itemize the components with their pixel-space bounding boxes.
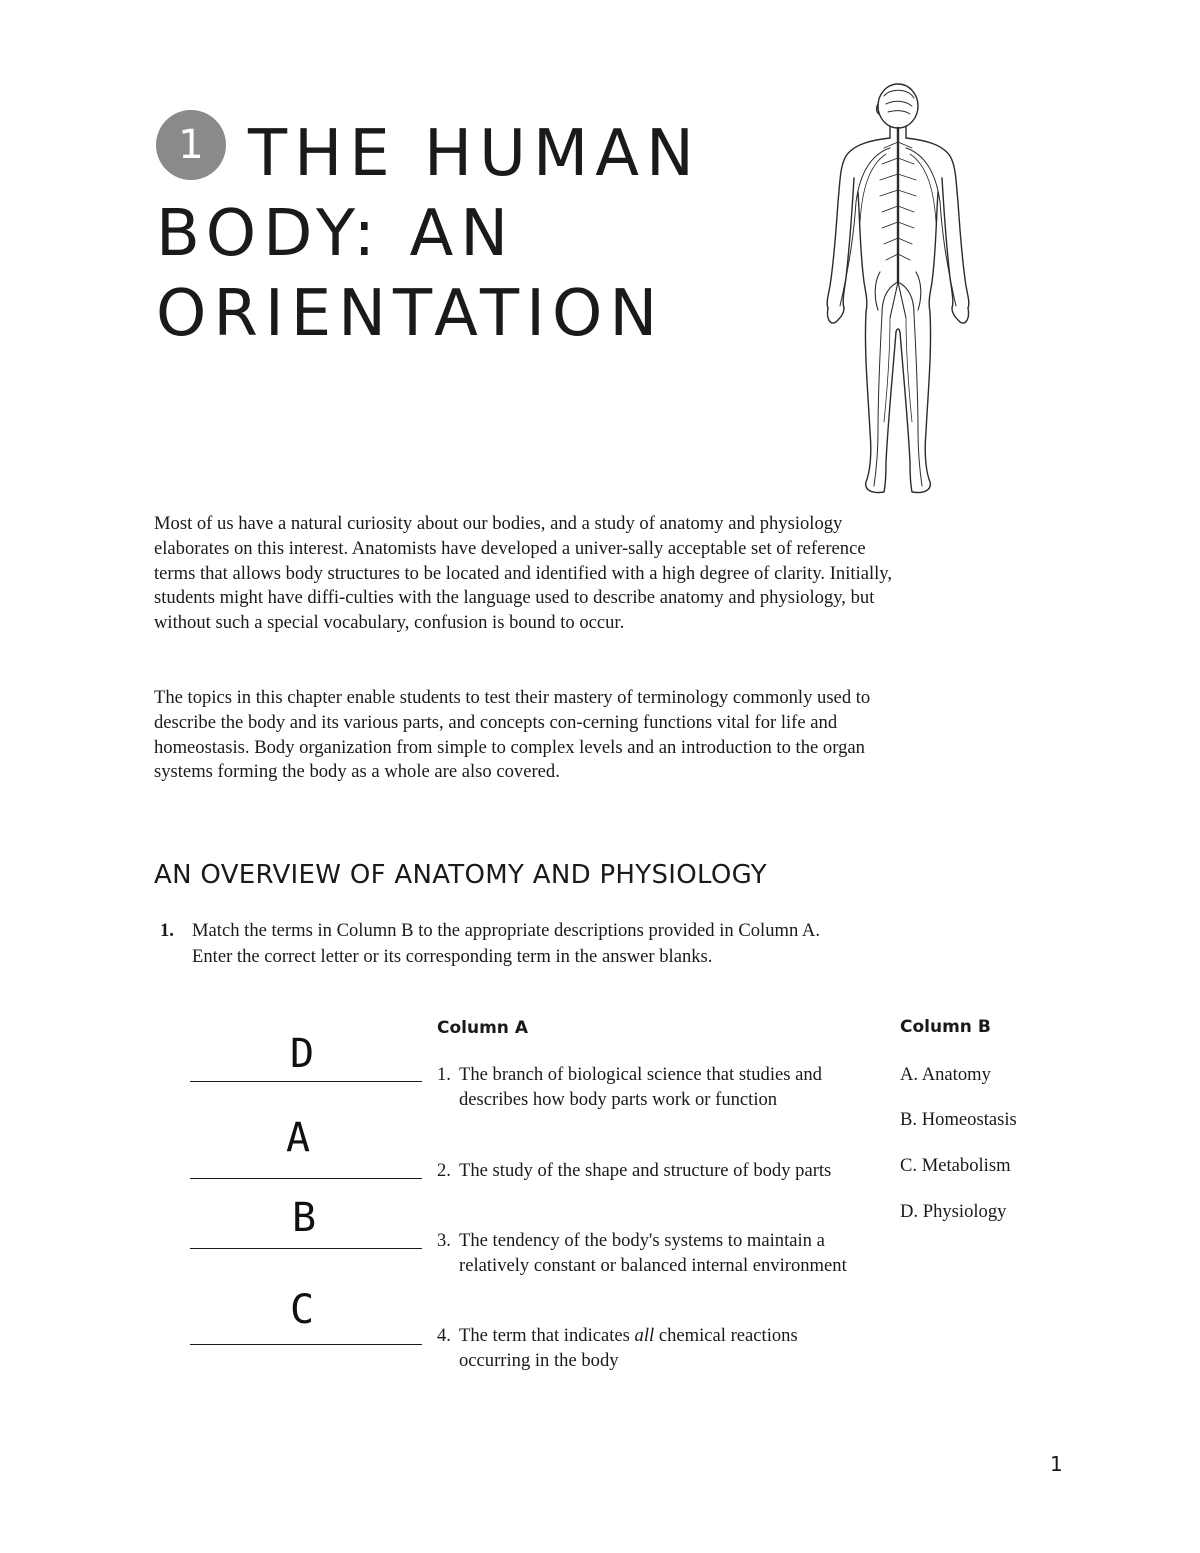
answer-blank-3[interactable] [190, 1248, 422, 1249]
handwritten-answer-4: C [289, 1287, 315, 1333]
item-number: 2. [437, 1160, 451, 1181]
question-number: 1. [160, 920, 174, 941]
item-number: 4. [437, 1325, 451, 1346]
column-a-item-1 [437, 1062, 857, 1112]
emphasis-all: all [634, 1325, 655, 1346]
intro-paragraph-1: Most of us have a natural curiosity about our bodies, and a study of anatomy and physiology elaborates on this interest. Anatomists have developed a univer-sally acceptable set of reference terms that allows body structures to be located and identified with a high degree of clarity. Initially, students might have diffi-culties with the language used to describe anatomy and physiology, but without such a special vocabulary, confusion is bound to occur. [154, 513, 893, 634]
column-a-item-3 [437, 1228, 857, 1278]
item-description: The tendency of the body's systems to maintain a relatively constant or balanced internal environment [459, 1230, 847, 1276]
human-nervous-system-figure [820, 82, 972, 500]
column-b-option-b: B. Homeostasis [900, 1109, 1017, 1130]
answer-blank-2[interactable] [190, 1178, 422, 1179]
column-a-item-4 [437, 1323, 857, 1373]
column-b-option-d: D. Physiology [900, 1201, 1007, 1222]
question-text: Match the terms in Column B to the appropriate descriptions provided in Column A. Enter the correct letter or its corresponding term in the answer blanks. [192, 920, 820, 967]
section-heading: AN OVERVIEW OF ANATOMY AND PHYSIOLOGY [154, 860, 767, 890]
handwritten-answer-3: B [291, 1195, 317, 1241]
item-number: 3. [437, 1230, 451, 1251]
item-description: The branch of biological science that studies and describes how body parts work or function [459, 1064, 822, 1110]
column-b-option-c: C. Metabolism [900, 1155, 1011, 1176]
chapter-title: THE HUMAN BODY: AN ORIENTATION [156, 117, 701, 351]
intro-paragraph-2: The topics in this chapter enable students to test their mastery of terminology commonly used to describe the body and its various parts, and concepts con-cerning functions vital for life and homeostasis. Body organization from simple to complex levels and an introduction to the organ systems forming the body as a whole are also covered. [154, 687, 871, 783]
item-number: 1. [437, 1064, 451, 1085]
column-b-option-a: A. Anatomy [900, 1064, 991, 1085]
chapter-number-badge: 1 [156, 110, 226, 180]
answer-blank-1[interactable] [190, 1081, 422, 1082]
column-b-heading: Column B [900, 1017, 991, 1037]
item-description: The study of the shape and structure of body parts [459, 1160, 832, 1181]
item-description: The term that indicates all chemical reactions occurring in the body [459, 1325, 798, 1371]
handwritten-answer-1: D [289, 1031, 315, 1077]
answer-blank-4[interactable] [190, 1344, 422, 1345]
column-a-item-2 [437, 1158, 857, 1183]
page-number: 1 [1050, 1452, 1063, 1476]
column-a-heading: Column A [437, 1018, 528, 1038]
handwritten-answer-2: A [285, 1115, 311, 1161]
